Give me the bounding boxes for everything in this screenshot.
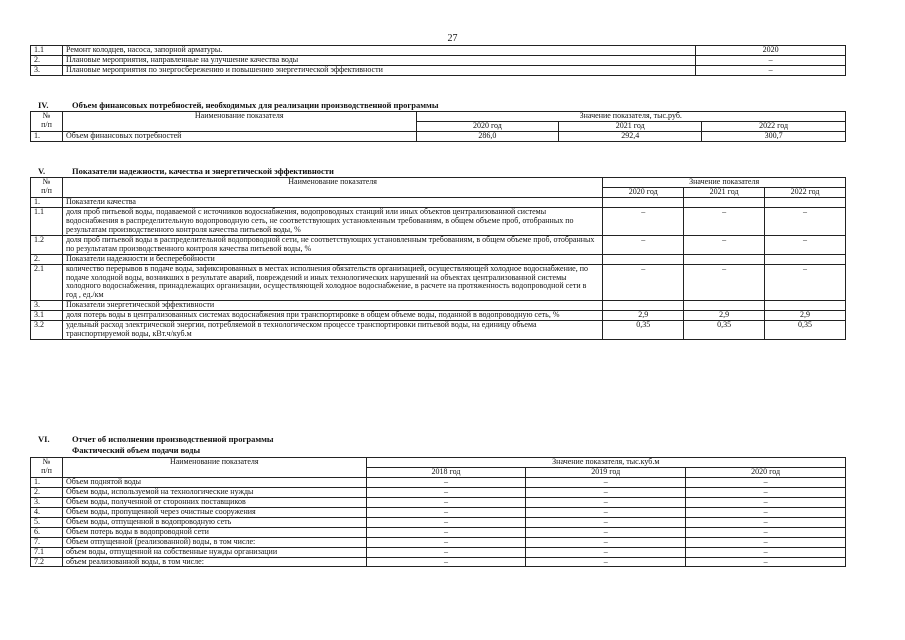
table-row: [31, 507, 846, 517]
row-number: 1.1: [31, 207, 63, 235]
section-6-subtitle: Фактический объем подачи воды: [72, 445, 201, 455]
table-row: [31, 477, 846, 487]
row-value: –: [684, 264, 765, 301]
row-name: Показатели надежности и бесперебойности: [62, 254, 602, 264]
row-value: –: [603, 264, 684, 301]
table-row: [31, 547, 846, 557]
row-value: –: [366, 547, 526, 557]
row-value: [765, 254, 846, 264]
table-row: [31, 301, 846, 311]
header-value: Значение показателя: [603, 178, 846, 188]
table-row: [31, 497, 846, 507]
year-header: 2020 год: [686, 467, 846, 477]
row-value: –: [686, 517, 846, 527]
row-value: 300,7: [702, 131, 846, 141]
row-value: –: [765, 264, 846, 301]
table-row: [31, 65, 846, 75]
row-value: [684, 197, 765, 207]
row-value: –: [696, 55, 846, 65]
row-number: 2.1: [31, 264, 63, 301]
row-name: Объем финансовых потребностей: [62, 131, 416, 141]
header-num: №: [31, 112, 63, 122]
row-number: 3.: [31, 301, 63, 311]
row-value: –: [366, 537, 526, 547]
row-value: –: [686, 507, 846, 517]
table-row: [31, 311, 846, 321]
row-name: Плановые мероприятия, направленные на улучшение качества воды: [62, 55, 695, 65]
top-table: [30, 45, 846, 76]
table-row: [31, 46, 846, 56]
row-value: [765, 301, 846, 311]
header-value: Значение показателя, тыс.куб.м: [366, 458, 845, 468]
row-value: –: [366, 487, 526, 497]
row-value: 0,35: [684, 321, 765, 340]
row-value: –: [366, 507, 526, 517]
row-name: Объем воды, полученной от сторонних поставщиков: [62, 497, 366, 507]
row-value: –: [686, 537, 846, 547]
row-name: доля проб питьевой воды в распределительной водопроводной сети, не соответствующих установленным требованиям, в общем объеме проб, отобранных по результатам производственного контроля качества питьевой воды, %: [62, 235, 602, 254]
row-value: 2,9: [684, 311, 765, 321]
table-row: [31, 235, 846, 254]
row-name: доля проб питьевой воды, подаваемой с источников водоснабжения, водопроводных станций или иных объектов централизованной системы водоснабжения в распределительную водопроводную сеть, не соответствующих установленным требованиям, в общем объеме проб, отобранных по результатам производственного контроля качества питьевой воды, %: [62, 207, 602, 235]
header-num-2: п/п: [31, 187, 63, 197]
row-value: –: [686, 557, 846, 567]
row-value: –: [526, 527, 686, 537]
row-name: Объем воды, используемой на технологические нужды: [62, 487, 366, 497]
section-5-table: [30, 177, 846, 340]
table-row: [31, 254, 846, 264]
row-number: 3.: [31, 497, 63, 507]
header-num-2: п/п: [31, 121, 63, 131]
section-6-heading: Отчет об исполнении производственной программы: [72, 434, 274, 444]
row-value: –: [526, 507, 686, 517]
year-header: 2022 год: [702, 121, 846, 131]
section-5-heading: Показатели надежности, качества и энергетической эффективности: [72, 166, 334, 176]
table-row: [31, 55, 846, 65]
row-name: Объем отпущенной (реализованной) воды, в том числе:: [62, 537, 366, 547]
table-row: [31, 557, 846, 567]
row-number: 7.: [31, 537, 63, 547]
row-number: 4.: [31, 507, 63, 517]
row-number: 2.: [31, 254, 63, 264]
row-name: объем реализованной воды, в том числе:: [62, 557, 366, 567]
row-value: –: [366, 557, 526, 567]
table-row: [31, 487, 846, 497]
row-value: –: [526, 557, 686, 567]
table-row: [31, 207, 846, 235]
row-value: –: [603, 207, 684, 235]
row-value: 292,4: [559, 131, 702, 141]
row-value: 0,35: [603, 321, 684, 340]
table-row: [31, 197, 846, 207]
row-value: 2020: [696, 46, 846, 56]
row-name: Плановые мероприятия по энергосбережению и повышению энергетической эффективности: [62, 65, 695, 75]
table-row: [31, 537, 846, 547]
table-row: [31, 264, 846, 301]
header-name: Наименование показателя: [62, 112, 416, 132]
row-value: –: [686, 547, 846, 557]
row-number: 3.: [31, 65, 63, 75]
row-name: Объем потерь воды в водопроводной сети: [62, 527, 366, 537]
row-value: –: [603, 235, 684, 254]
section-4-heading: Объем финансовых потребностей, необходимых для реализации производственной программы: [72, 100, 439, 110]
header-num: №: [31, 458, 63, 468]
row-value: [603, 254, 684, 264]
header-name: Наименование показателя: [62, 458, 366, 478]
row-value: 2,9: [603, 311, 684, 321]
row-value: –: [684, 235, 765, 254]
row-value: –: [526, 537, 686, 547]
row-number: 7.1: [31, 547, 63, 557]
year-header: 2018 год: [366, 467, 526, 477]
row-value: [765, 197, 846, 207]
header-value: Значение показателя, тыс.руб.: [416, 112, 845, 122]
row-value: –: [765, 235, 846, 254]
row-value: –: [366, 497, 526, 507]
row-value: 286,0: [416, 131, 559, 141]
row-number: 1.: [31, 131, 63, 141]
header-num: №: [31, 178, 63, 188]
row-value: 2,9: [765, 311, 846, 321]
year-header: 2019 год: [526, 467, 686, 477]
row-value: –: [696, 65, 846, 75]
row-value: –: [526, 517, 686, 527]
table-row: [31, 517, 846, 527]
row-value: –: [366, 527, 526, 537]
header-num-2: п/п: [31, 467, 63, 477]
row-number: 3.1: [31, 311, 63, 321]
row-number: 6.: [31, 527, 63, 537]
row-name: количество перерывов в подаче воды, зафиксированных в местах исполнения обязательств организацией, осуществляющей холодное водоснабжение, по подаче холодной воды, возникших в результате аварий, повреждений и иных технологических нарушений на объектах централизованной системы холодного водоснабжения, принадлежащих организации, осуществляющей холодное водоснабжение, в расчете на протяженность водопроводной сети в год , ед./км: [62, 264, 602, 301]
row-value: –: [684, 207, 765, 235]
section-4-title: [38, 100, 438, 110]
table-row: [31, 527, 846, 537]
year-header: 2021 год: [684, 187, 765, 197]
row-name: удельный расход электрической энергии, потребляемой в технологическом процессе транспортировки питьевой воды, на единицу объема транспортируемой воды, кВт.ч/куб.м: [62, 321, 602, 340]
section-6-title: [38, 434, 274, 444]
page-number: 27: [447, 33, 458, 44]
row-value: –: [526, 487, 686, 497]
row-value: –: [526, 477, 686, 487]
row-value: [603, 197, 684, 207]
row-value: –: [686, 477, 846, 487]
row-value: 0,35: [765, 321, 846, 340]
row-value: –: [686, 497, 846, 507]
row-value: –: [526, 547, 686, 557]
row-name: Показатели энергетической эффективности: [62, 301, 602, 311]
section-5-title: [38, 166, 334, 176]
year-header: 2020 год: [603, 187, 684, 197]
section-4-number: IV.: [38, 100, 49, 110]
row-name: Объем воды, отпущенной в водопроводную сеть: [62, 517, 366, 527]
row-value: –: [366, 477, 526, 487]
year-header: 2020 год: [416, 121, 559, 131]
year-header: 2022 год: [765, 187, 846, 197]
row-number: 5.: [31, 517, 63, 527]
section-5-number: V.: [38, 166, 46, 176]
row-value: [684, 254, 765, 264]
row-value: –: [686, 527, 846, 537]
row-value: [603, 301, 684, 311]
row-number: 2.: [31, 55, 63, 65]
row-value: –: [366, 517, 526, 527]
row-number: 2.: [31, 487, 63, 497]
table-row: [31, 321, 846, 340]
section-6-table: [30, 457, 846, 567]
row-name: Объем поднятой воды: [62, 477, 366, 487]
row-number: 7.2: [31, 557, 63, 567]
row-name: Объем воды, пропущенной через очистные сооружения: [62, 507, 366, 517]
row-name: Ремонт колодцев, насоса, запорной арматуры.: [62, 46, 695, 56]
row-value: –: [765, 207, 846, 235]
row-number: 1.: [31, 197, 63, 207]
header-name: Наименование показателя: [62, 178, 602, 198]
section-4-table: [30, 111, 846, 142]
row-value: –: [526, 497, 686, 507]
row-value: [684, 301, 765, 311]
row-name: доля потерь воды в централизованных системах водоснабжения при транспортировке в общем объеме воды, поданной в водопроводную сеть, %: [62, 311, 602, 321]
row-number: 1.: [31, 477, 63, 487]
section-6-number: VI.: [38, 434, 50, 444]
row-number: 1.2: [31, 235, 63, 254]
row-value: –: [686, 487, 846, 497]
row-name: объем воды, отпущенной на собственные нужды организации: [62, 547, 366, 557]
row-number: 3.2: [31, 321, 63, 340]
row-number: 1.1: [31, 46, 63, 56]
year-header: 2021 год: [559, 121, 702, 131]
row-name: Показатели качества: [62, 197, 602, 207]
